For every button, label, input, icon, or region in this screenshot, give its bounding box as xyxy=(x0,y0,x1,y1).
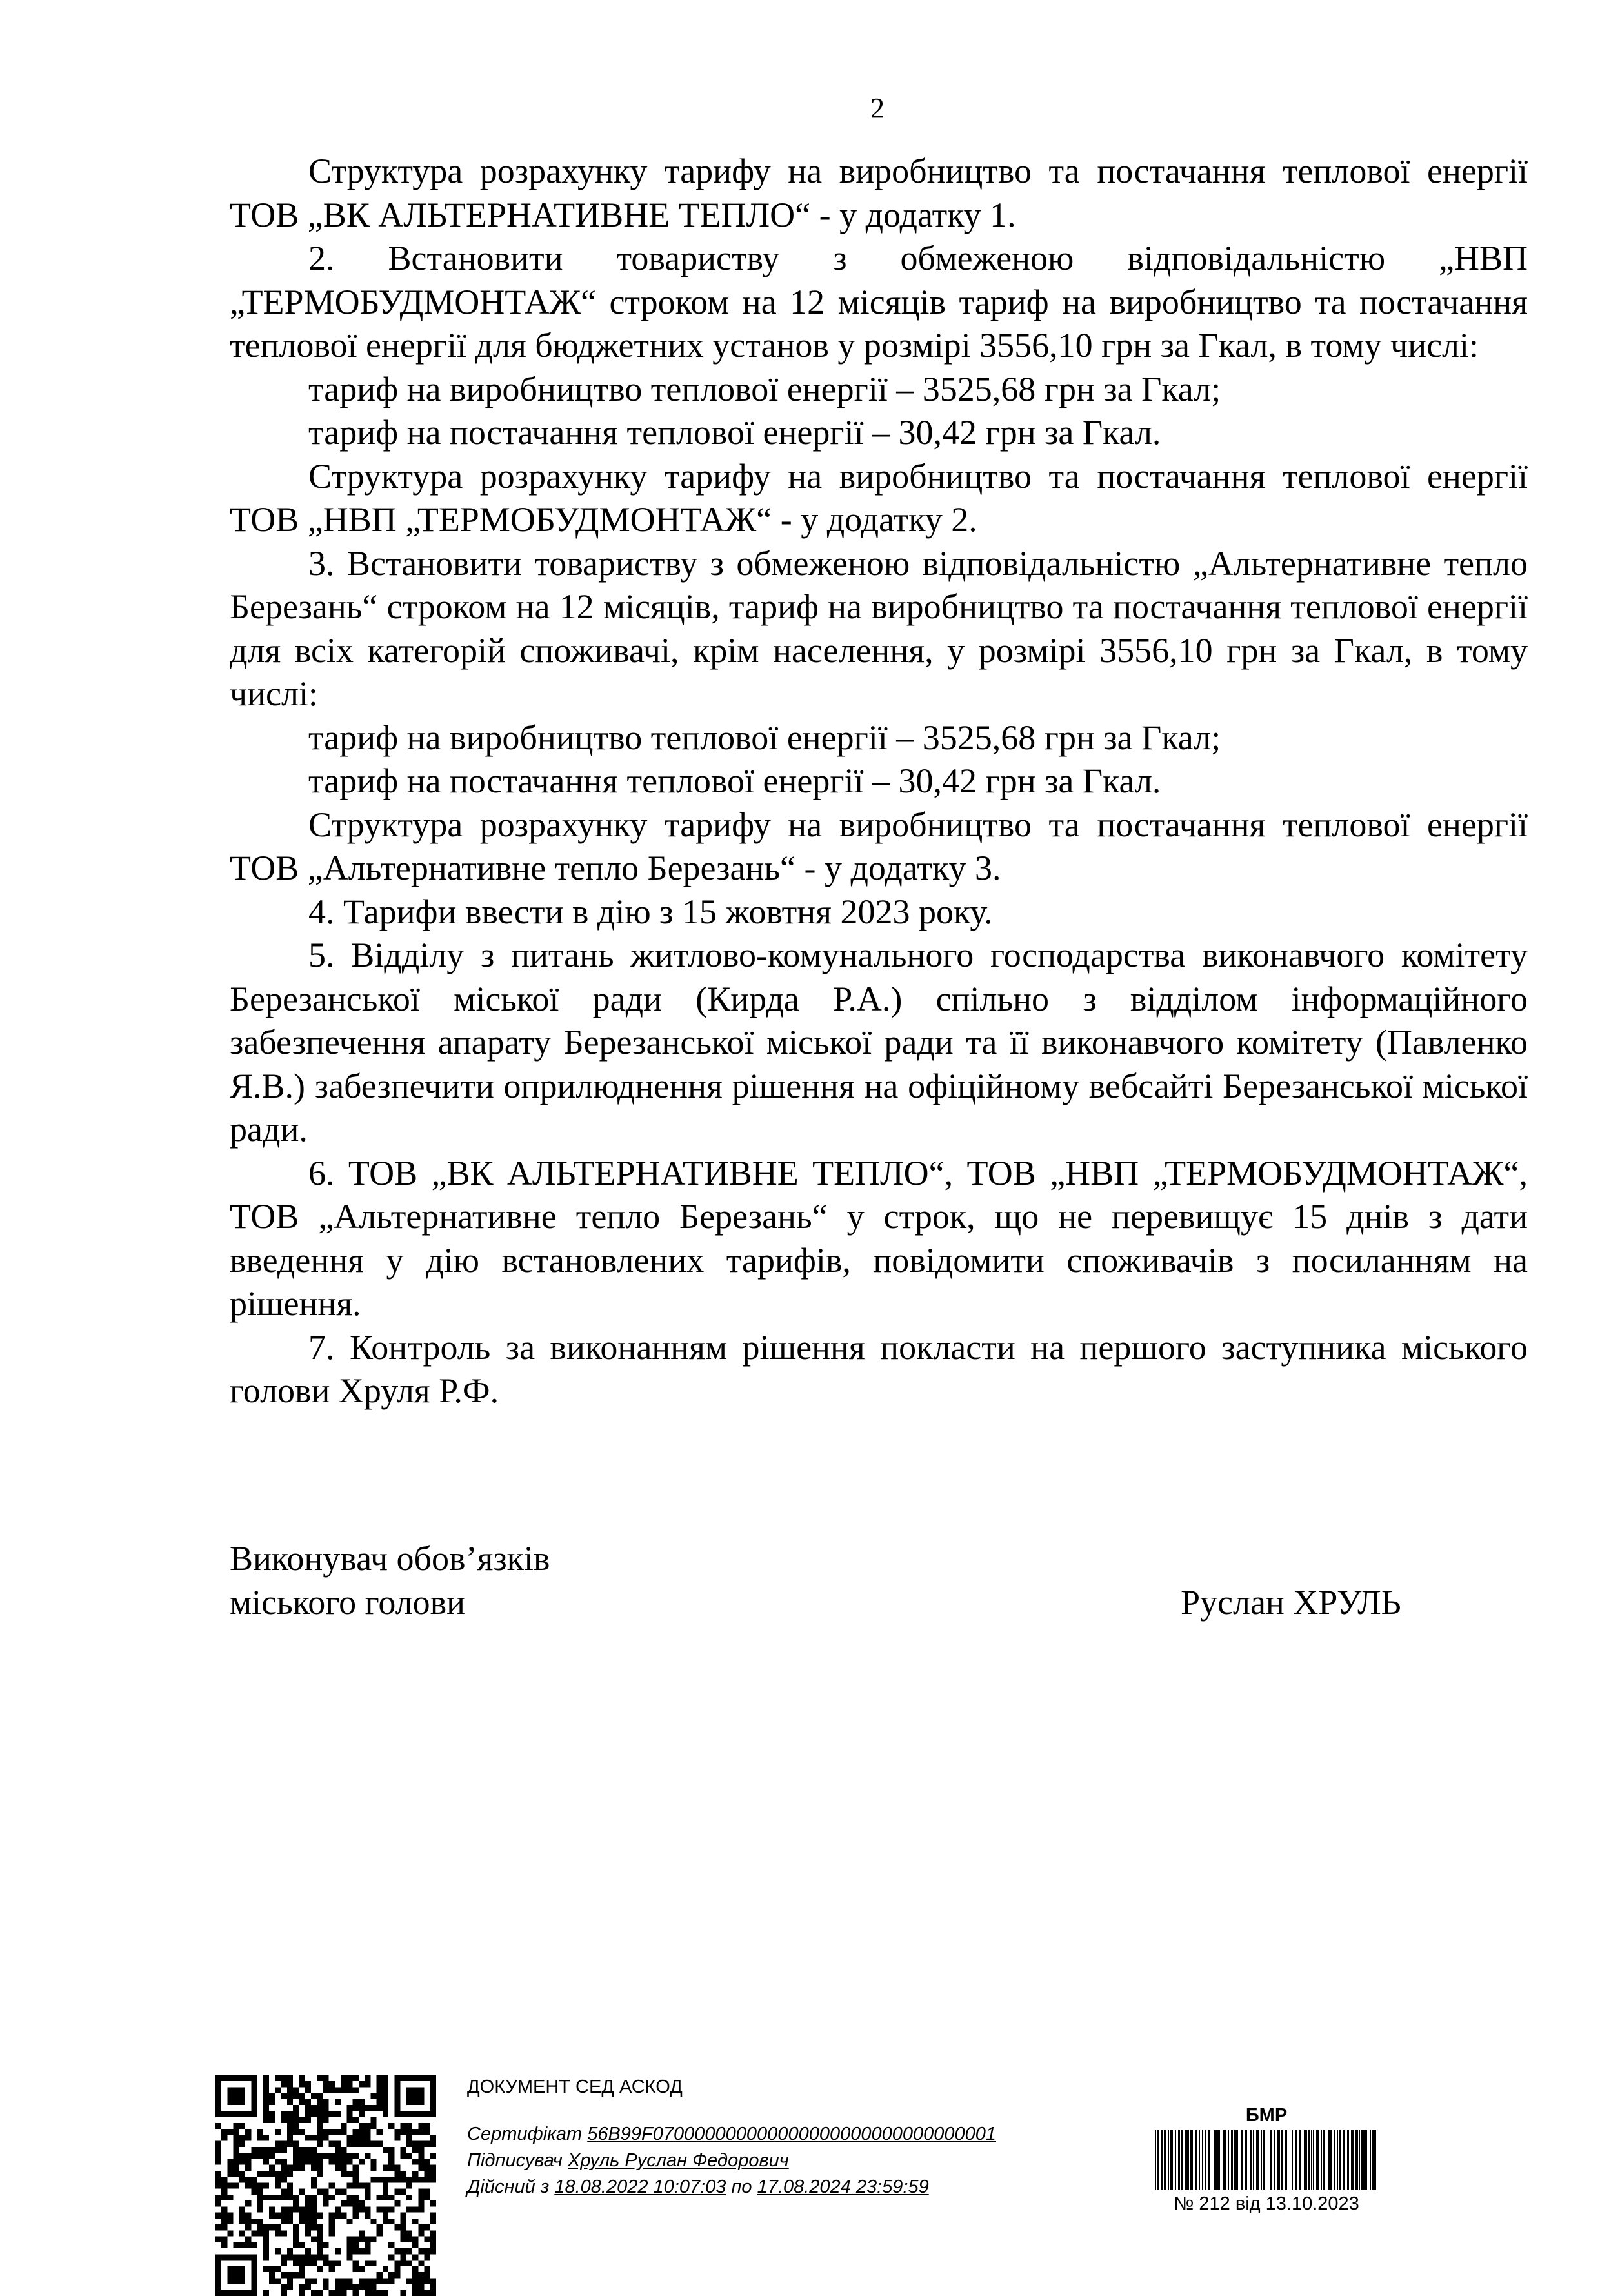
registration-number: № 212 від 13.10.2023 xyxy=(1174,2193,1359,2214)
certificate-row xyxy=(467,2121,1112,2148)
signer-label: Підписувач xyxy=(467,2150,563,2171)
signature-block xyxy=(230,1537,1455,1624)
signer-value: Хруль Руслан Федорович xyxy=(568,2150,789,2171)
registration-block xyxy=(1154,2105,1379,2215)
paragraph: 3. Встановити товариству з обмеженою відповідальністю „Альтернативне тепло Березань“ строком на 12 місяців, тариф на виробництво та постачання теплової енергії для всіх категорій споживачі, крім населення, у розмірі 3556,10 грн за Гкал, в тому числі: xyxy=(230,543,1528,713)
tariff-line: тариф на виробництво теплової енергії – 3525,68 грн за Гкал; xyxy=(308,369,1221,408)
decision-body xyxy=(230,150,1528,1413)
signer-name: Руслан ХРУЛЬ xyxy=(1181,1582,1401,1622)
valid-to-value: 17.08.2024 23:59:59 xyxy=(757,2177,929,2197)
paragraph: Структура розрахунку тарифу на виробництво та постачання теплової енергії ТОВ „Альтернативне тепло Березань“ - у додатку 3. xyxy=(230,805,1528,887)
valid-from-value: 18.08.2022 10:07:03 xyxy=(554,2177,726,2197)
registration-code: БМР xyxy=(1245,2105,1288,2126)
paragraph: Структура розрахунку тарифу на виробництво та постачання теплової енергії ТОВ „НВП „ТЕРМОБУДМОНТАЖ“ - у додатку 2. xyxy=(230,456,1528,539)
paragraph: 6. ТОВ „ВК АЛЬТЕРНАТИВНЕ ТЕПЛО“, ТОВ „НВП „ТЕРМОБУДМОНТАЖ“, ТОВ „Альтернативне тепло Березань“ у строк, що не перевищує 15 днів з дати введення у дію встановлених тарифів, повідомити споживачів з посиланням на рішення. xyxy=(230,1153,1528,1323)
paragraph: 4. Тарифи ввести в дію з 15 жовтня 2023 року. xyxy=(308,892,993,931)
paragraph: 5. Відділу з питань житлово-комунального господарства виконавчого комітету Березанської міської ради (Кирда Р.А.) спільно з відділом інформаційного забезпечення апарату Березанської міської ради та її виконавчого комітету (Павленко Я.В.) забезпечити оприлюднення рішення на офіційному вебсайті Березанської міської ради. xyxy=(230,936,1528,1149)
valid-to-label: по xyxy=(731,2177,752,2197)
tariff-line: тариф на виробництво теплової енергії – 3525,68 грн за Гкал; xyxy=(308,718,1221,757)
certificate-value: 56B99F070000000000000000000000000000001 xyxy=(587,2124,997,2144)
tariff-line: тариф на постачання теплової енергії – 30,42 грн за Гкал. xyxy=(308,761,1161,800)
signer-position-line-1: Виконувач обов’язків xyxy=(230,1539,550,1578)
signer-position-line-2: міського голови xyxy=(230,1582,466,1622)
valid-from-label: Дійсний з xyxy=(467,2177,550,2197)
stamp-title: ДОКУМЕНТ СЕД АСКОД xyxy=(467,2077,683,2097)
page-number: 2 xyxy=(870,92,885,124)
paragraph: Структура розрахунку тарифу на виробництво та постачання теплової енергії ТОВ „ВК АЛЬТЕРНАТИВНЕ ТЕПЛО“ - у додатку 1. xyxy=(230,152,1528,234)
e-signature-stamp xyxy=(467,2077,1112,2200)
paragraph: 2. Встановити товариству з обмеженою відповідальністю „НВП „ТЕРМОБУДМОНТАЖ“ строком на 12 місяців тариф на виробництво та постачання теплової енергії для бюджетних установ у розмірі 3556,10 грн за Гкал, в тому числі: xyxy=(230,239,1528,365)
validity-row xyxy=(467,2174,1112,2200)
barcode-icon xyxy=(1154,2130,1379,2190)
qr-code-icon xyxy=(215,2075,436,2296)
certificate-label: Сертифікат xyxy=(467,2124,583,2144)
signer-row xyxy=(467,2148,1112,2174)
paragraph: 7. Контроль за виконанням рішення покласти на першого заступника міського голови Хруля Р.Ф. xyxy=(230,1327,1528,1410)
tariff-line: тариф на постачання теплової енергії – 30,42 грн за Гкал. xyxy=(308,413,1161,452)
